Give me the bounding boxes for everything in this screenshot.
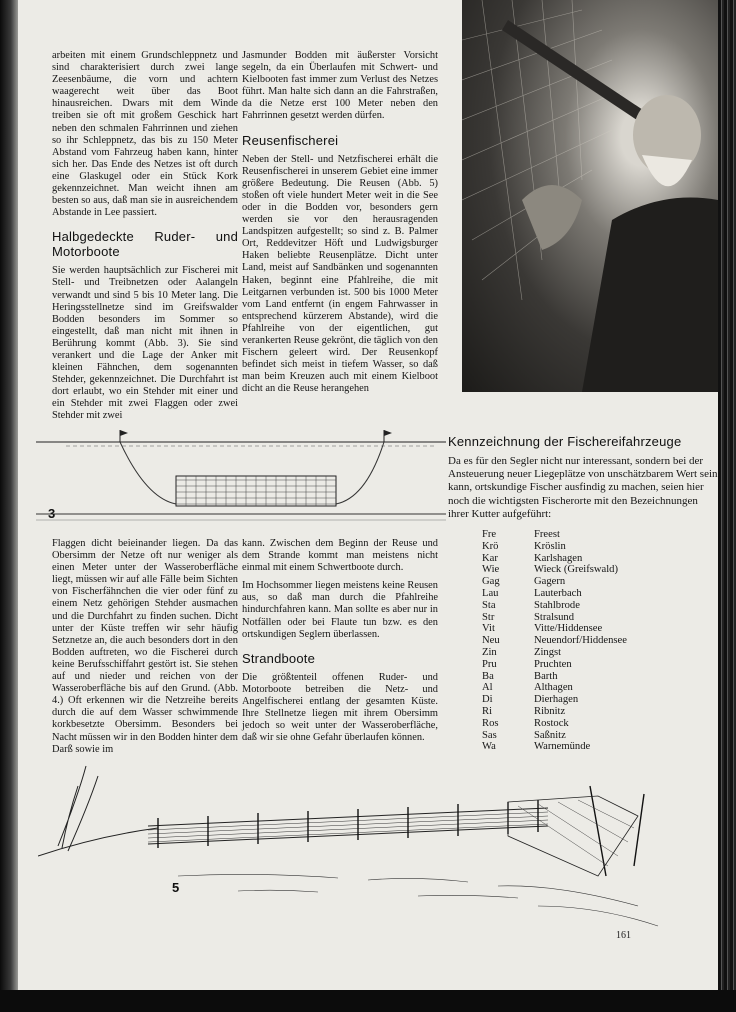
code-row bbox=[448, 671, 627, 683]
code-abbreviation: Vit bbox=[482, 623, 495, 635]
code-row bbox=[448, 541, 627, 553]
code-place: Barth bbox=[534, 670, 558, 682]
code-row bbox=[448, 612, 627, 624]
code-row bbox=[448, 730, 627, 742]
code-abbreviation: Sas bbox=[482, 729, 497, 741]
code-abbreviation: Gag bbox=[482, 576, 500, 588]
code-abbreviation: Zin bbox=[482, 646, 497, 658]
figure-3-stellnetz bbox=[36, 428, 446, 528]
figure-3-drawing bbox=[36, 428, 446, 528]
code-abbreviation: Lau bbox=[482, 588, 499, 599]
paragraph-motorboote: Sie werden hauptsächlich zur Fischerei mit Stell- und Treibnetzen oder Aalangeln verwandt und sind 5 bis 10 Meter lang. Die Heringsstellnetze sind im Greifswalder Bodden besonders im Sommer so eingestellt, daß man nicht mit ihnen in Berührung kommt (Abb. 3). Sie sind verankert und die Lage der Anker mit kleinen Fähnchen, dem sogenannten Stehder, gekennzeichnet. Die Durchfahrt ist dort erlaubt, wo ein Stehder mit einer und ein Stehder mit zwei Flaggen oder zwei Stehder mit zwei bbox=[52, 265, 238, 422]
code-place: Saßnitz bbox=[534, 729, 566, 741]
code-row bbox=[448, 576, 627, 588]
code-row bbox=[448, 623, 627, 635]
code-abbreviation: Ri bbox=[482, 705, 493, 717]
code-abbreviation: Wa bbox=[482, 741, 496, 753]
code-place: Zingst bbox=[534, 646, 562, 658]
code-row bbox=[448, 635, 627, 647]
code-place: Rostock bbox=[534, 717, 569, 729]
code-place: Pruchten bbox=[534, 658, 572, 670]
column-3-kennzeichnung bbox=[448, 434, 718, 753]
code-row bbox=[448, 706, 627, 718]
figure-5-reuse bbox=[38, 756, 688, 932]
code-place: Althagen bbox=[534, 682, 573, 694]
code-abbreviation: Sta bbox=[482, 599, 496, 611]
code-row bbox=[448, 718, 627, 730]
code-row bbox=[448, 694, 627, 706]
code-abbreviation: Ros bbox=[482, 717, 499, 729]
code-place: Vitte/Hiddensee bbox=[534, 623, 603, 635]
figure-5-number: 5 bbox=[172, 880, 180, 895]
column-1-top bbox=[52, 50, 238, 429]
column-2-top bbox=[242, 50, 438, 401]
code-abbreviation: Al bbox=[482, 682, 493, 694]
code-abbreviation: Fre bbox=[482, 529, 497, 541]
code-abbreviation: Krö bbox=[482, 540, 499, 552]
paragraph-kennzeichnung-intro: Da es für den Segler nicht nur interessant, sondern bei der Ansteuerung neuer Liegeplätze von unschätzbarem Wert sein kann, ortskundige Fischer ausfindig zu machen, seien hier noch die wichtigsten Fischerorte mit den Bezeichnungen ihrer Kutter aufgeführt: bbox=[448, 455, 718, 520]
code-place: Warnemünde bbox=[534, 741, 591, 753]
code-row bbox=[448, 600, 627, 612]
heading-reusenfischerei: Reusenfischerei bbox=[242, 132, 339, 148]
page-stack-edge bbox=[718, 0, 736, 1012]
code-abbreviation: Neu bbox=[482, 635, 500, 647]
code-place: Lauterbach bbox=[534, 588, 582, 599]
column-1-bottom bbox=[52, 538, 238, 762]
code-row bbox=[448, 659, 627, 671]
code-place: Ribnitz bbox=[534, 705, 566, 717]
code-abbreviation: Di bbox=[482, 694, 493, 706]
column-2-bottom bbox=[242, 538, 438, 750]
paragraph-setznetze: Flaggen dicht beieinander liegen. Da das Obersimm der Netze oft nur weniger als einen Meter unter der Wasseroberfläche liegt, müssen wir auf alle Fälle beim Sichten von Fischerfähnchen die vier oder fünf zu einem Netz gehörigen Stehder ausmachen und die Durchfahrt zu finden suchen. Dicht unter der Küste treffen wir sehr häufig Setznetze an, die auch besonders dort in den Bodden auftreten, wo die Fischerei durch keine Berufsschiffahrt gestört ist. Sie stehen auf und nieder und reichen von der Wasseroberfläche bis auf den Grund. (Abb. 4.) Oft erkennen wir die Netzreihe bereits durch die auf dem Wasser schwimmende korkbesetzte Obersimm. Besonders bei Nacht müssen wir in den Bodden hinter dem Darß sowie im bbox=[52, 538, 238, 755]
code-row bbox=[448, 647, 627, 659]
code-row bbox=[448, 564, 627, 576]
code-place: Karlshagen bbox=[534, 552, 583, 564]
book-page bbox=[18, 0, 718, 990]
figure-3-number: 3 bbox=[48, 506, 56, 521]
code-row bbox=[448, 682, 627, 694]
fishing-codes-table bbox=[448, 529, 627, 753]
code-row bbox=[448, 741, 627, 753]
heading-kennzeichnung: Kennzeichnung der Fischereifahrzeuge bbox=[448, 434, 682, 449]
code-place: Stahlbrode bbox=[534, 599, 580, 611]
heading-strandboote: Strandboote bbox=[242, 650, 316, 666]
code-abbreviation: Kar bbox=[482, 552, 498, 564]
page-number: 161 bbox=[616, 930, 631, 941]
code-abbreviation: Pru bbox=[482, 658, 497, 670]
fisherman-photo bbox=[462, 0, 718, 392]
code-place: Wieck (Greifswald) bbox=[534, 564, 618, 576]
paragraph-reuse-strand: kann. Zwischen dem Beginn der Reuse und dem Strande kommt man meistens nicht einmal mit einem Schwertboote durch. bbox=[242, 538, 438, 574]
code-place: Kröslin bbox=[534, 540, 566, 552]
code-abbreviation: Wie bbox=[482, 564, 500, 576]
code-row bbox=[448, 553, 627, 565]
book-spine bbox=[0, 0, 18, 1012]
code-row bbox=[448, 529, 627, 541]
code-place: Gagern bbox=[534, 576, 566, 588]
paragraph-strandboote: Die größtenteil offenen Ruder- und Motorboote betreiben die Netz- und Angelfischerei entlang der gesamten Küste. Ihre Stellnetze liegen mit ihrem Obersimm jedoch so weit unter der Wasseroberfläche, daß wir sie ohne Gefahr überlaufen können. bbox=[242, 671, 438, 744]
code-place: Dierhagen bbox=[534, 694, 579, 706]
paragraph-jasmunder: Jasmunder Bodden mit äußerster Vorsicht segeln, da ein Überlaufen mit Schwert- und Kielbooten fast immer zum Verlust des Netzes führt. Man halte sich dann an die Fahrstraßen, da die Netze erst 100 Meter neben den Fahrrinnen gesetzt werden dürfen. bbox=[242, 50, 438, 122]
code-place: Freest bbox=[534, 529, 560, 541]
paragraph-zeesenboote: arbeiten mit einem Grundschleppnetz und sind charakterisiert durch zwei lange Zeesenbäume, die vorn und achtern waagerecht weit über das Boot hinausreichen. Dwars mit dem Winde treiben sie oft mit großem Geschick hart neben den schmalen Fahrrinnen und ziehen so ihr Schleppnetz, das bis zu 150 Meter Abstand vom Fahrzeug haben kann, hinter sich her. Das Ende des Netzes ist oft durch eine Glaskugel oder ein Stück Kork gekennzeichnet. Man weicht ihnen am besten so aus, daß man sie in ausreichendem Abstande in Lee passiert. bbox=[52, 50, 238, 219]
fisherman-photo-illustration bbox=[462, 0, 718, 392]
figure-5-drawing bbox=[38, 756, 688, 932]
paragraph-hochsommer: Im Hochsommer liegen meistens keine Reusen aus, so daß man durch die Pfahlreihe hindurchfahren kann. Man sollte es aber nur in Notfällen oder bei Flaute tun bzw. es den ortskundigen Seglern überlassen. bbox=[242, 580, 438, 640]
code-abbreviation: Ba bbox=[482, 670, 494, 682]
bottom-shadow bbox=[0, 990, 736, 1012]
code-abbreviation: Str bbox=[482, 611, 495, 623]
heading-motorboote: Halbgedeckte Ruder- und Motorboote bbox=[52, 229, 238, 260]
code-place: Stralsund bbox=[534, 611, 575, 623]
code-place: Neuendorf/Hiddensee bbox=[534, 635, 627, 647]
paragraph-reusen: Neben der Stell- und Netzfischerei erhält die Reusenfischerei in unserem Gebiet eine immer größere Bedeutung. Die Reusen (Abb. 5) stoßen oft viele hundert Meter weit in die See oder in die Bodden vor, besonders gern werden sie vor den herausragenden Landspitzen aufgestellt; so sind z. B. Palmer Ort, Reddevitzer Höft und Ludwigsburger Haken beliebte Reusenplätze. Dicht unter Land, meist auf Sandbänken und sogenannten Haken, beginnt eine Pfahlreihe, die mit Leitgarnen verbunden ist. 500 bis 1000 Meter vom Land entfernt (in engem Fahrwasser in entsprechend kürzerem Abstande), wird die Pfahlreihe von der eigentlichen, gut verankerten Reuse gekrönt, die täglich von den Fischern geleert wird. Der Reusenkopf befindet sich meist in tiefem Wasser, so daß man beim Kreuzen auch mit einem Kielboot dicht an die Reuse herangehen bbox=[242, 153, 438, 395]
code-row bbox=[448, 588, 627, 600]
